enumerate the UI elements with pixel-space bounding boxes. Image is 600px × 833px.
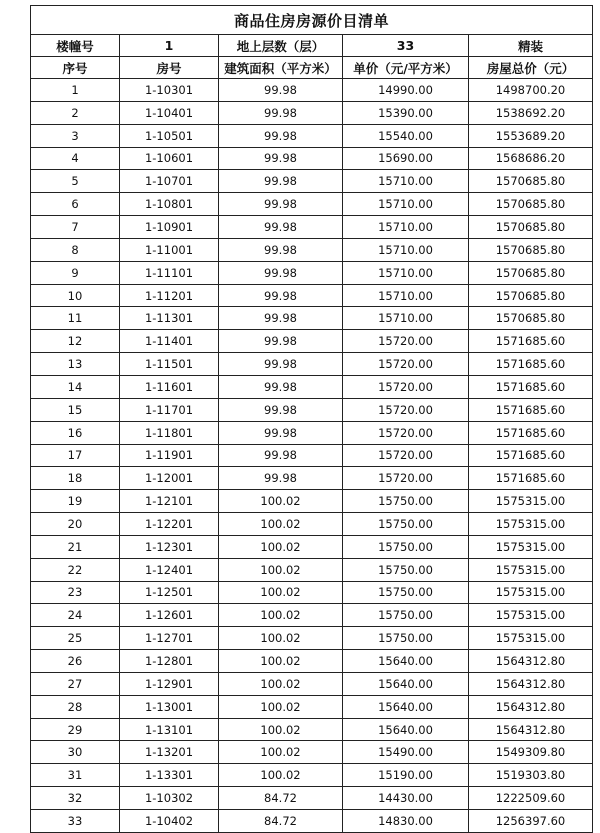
floor-area: 100.02 (219, 513, 343, 536)
unit-price: 15750.00 (343, 581, 469, 604)
unit-number: 1-10301 (120, 79, 219, 102)
floor-area: 99.98 (219, 170, 343, 193)
row-index: 28 (31, 695, 120, 718)
total-price: 1575315.00 (469, 535, 593, 558)
column-header: 建筑面积（平方米） (219, 57, 343, 79)
floor-area: 99.98 (219, 398, 343, 421)
floor-area: 100.02 (219, 558, 343, 581)
unit-price: 15690.00 (343, 147, 469, 170)
total-price: 1571685.60 (469, 421, 593, 444)
row-index: 25 (31, 627, 120, 650)
table-row (31, 627, 593, 650)
unit-price: 15640.00 (343, 650, 469, 673)
row-index: 24 (31, 604, 120, 627)
unit-number: 1-10501 (120, 124, 219, 147)
unit-price: 14430.00 (343, 787, 469, 810)
total-price: 1575315.00 (469, 581, 593, 604)
unit-price: 15750.00 (343, 604, 469, 627)
floor-area: 100.02 (219, 535, 343, 558)
unit-number: 1-10402 (120, 810, 219, 833)
table-row (31, 810, 593, 833)
table-row (31, 170, 593, 193)
floor-area: 100.02 (219, 695, 343, 718)
row-index: 21 (31, 535, 120, 558)
unit-price: 15750.00 (343, 558, 469, 581)
table-row (31, 672, 593, 695)
floor-area: 100.02 (219, 627, 343, 650)
unit-number: 1-12901 (120, 672, 219, 695)
unit-price: 15640.00 (343, 672, 469, 695)
unit-number: 1-10901 (120, 216, 219, 239)
row-index: 13 (31, 353, 120, 376)
floor-area: 84.72 (219, 787, 343, 810)
total-price: 1570685.80 (469, 307, 593, 330)
table-row (31, 147, 593, 170)
unit-price: 14830.00 (343, 810, 469, 833)
floor-area: 99.98 (219, 284, 343, 307)
floor-area: 100.02 (219, 718, 343, 741)
unit-price: 15750.00 (343, 627, 469, 650)
total-price: 1256397.60 (469, 810, 593, 833)
unit-price: 15720.00 (343, 353, 469, 376)
floor-area: 99.98 (219, 261, 343, 284)
row-index: 17 (31, 444, 120, 467)
total-price: 1570685.80 (469, 170, 593, 193)
row-index: 16 (31, 421, 120, 444)
unit-price: 15710.00 (343, 284, 469, 307)
table-row (31, 718, 593, 741)
row-index: 29 (31, 718, 120, 741)
unit-number: 1-13301 (120, 764, 219, 787)
table-row (31, 261, 593, 284)
unit-number: 1-13201 (120, 741, 219, 764)
floors-value: 33 (343, 35, 469, 57)
table-row (31, 604, 593, 627)
unit-price: 15710.00 (343, 238, 469, 261)
unit-price: 15390.00 (343, 101, 469, 124)
floor-area: 100.02 (219, 764, 343, 787)
price-list-sheet (30, 5, 592, 833)
table-row (31, 787, 593, 810)
title-row (31, 6, 593, 35)
total-price: 1575315.00 (469, 558, 593, 581)
total-price: 1570685.80 (469, 284, 593, 307)
building-value: 1 (120, 35, 219, 57)
row-index: 27 (31, 672, 120, 695)
unit-price: 15710.00 (343, 170, 469, 193)
floor-area: 99.98 (219, 147, 343, 170)
row-index: 26 (31, 650, 120, 673)
unit-number: 1-11701 (120, 398, 219, 421)
total-price: 1564312.80 (469, 695, 593, 718)
unit-number: 1-10601 (120, 147, 219, 170)
floors-label: 地上层数（层） (219, 35, 343, 57)
total-price: 1571685.60 (469, 330, 593, 353)
row-index: 23 (31, 581, 120, 604)
row-index: 15 (31, 398, 120, 421)
unit-price: 15720.00 (343, 398, 469, 421)
total-price: 1564312.80 (469, 672, 593, 695)
table-row (31, 101, 593, 124)
table-row (31, 581, 593, 604)
unit-number: 1-13001 (120, 695, 219, 718)
floor-area: 99.98 (219, 193, 343, 216)
floor-area: 84.72 (219, 810, 343, 833)
unit-number: 1-11601 (120, 375, 219, 398)
floor-area: 99.98 (219, 79, 343, 102)
unit-number: 1-11801 (120, 421, 219, 444)
unit-price: 15750.00 (343, 490, 469, 513)
table-row (31, 535, 593, 558)
unit-number: 1-11201 (120, 284, 219, 307)
floor-area: 100.02 (219, 581, 343, 604)
table-row (31, 444, 593, 467)
row-index: 5 (31, 170, 120, 193)
total-price: 1571685.60 (469, 444, 593, 467)
total-price: 1575315.00 (469, 627, 593, 650)
building-label: 楼幢号 (31, 35, 120, 57)
table-row (31, 79, 593, 102)
unit-price: 15750.00 (343, 535, 469, 558)
unit-number: 1-12301 (120, 535, 219, 558)
unit-price: 15640.00 (343, 695, 469, 718)
price-list-table (30, 5, 593, 833)
total-price: 1571685.60 (469, 375, 593, 398)
row-index: 32 (31, 787, 120, 810)
unit-price: 15720.00 (343, 421, 469, 444)
row-index: 4 (31, 147, 120, 170)
table-row (31, 695, 593, 718)
floor-area: 99.98 (219, 444, 343, 467)
unit-number: 1-11101 (120, 261, 219, 284)
row-index: 30 (31, 741, 120, 764)
finish-label: 精装 (469, 35, 593, 57)
total-price: 1571685.60 (469, 353, 593, 376)
total-price: 1564312.80 (469, 650, 593, 673)
row-index: 3 (31, 124, 120, 147)
meta-row (31, 35, 593, 57)
unit-price: 15490.00 (343, 741, 469, 764)
unit-price: 15720.00 (343, 330, 469, 353)
unit-price: 15720.00 (343, 467, 469, 490)
unit-price: 15710.00 (343, 216, 469, 239)
unit-number: 1-11901 (120, 444, 219, 467)
floor-area: 99.98 (219, 330, 343, 353)
unit-number: 1-11401 (120, 330, 219, 353)
floor-area: 100.02 (219, 604, 343, 627)
unit-number: 1-10401 (120, 101, 219, 124)
total-price: 1575315.00 (469, 490, 593, 513)
table-row (31, 238, 593, 261)
unit-price: 15710.00 (343, 193, 469, 216)
column-header: 房屋总价（元） (469, 57, 593, 79)
total-price: 1571685.60 (469, 398, 593, 421)
table-row (31, 330, 593, 353)
floor-area: 99.98 (219, 307, 343, 330)
total-price: 1222509.60 (469, 787, 593, 810)
floor-area: 99.98 (219, 124, 343, 147)
unit-price: 15640.00 (343, 718, 469, 741)
total-price: 1553689.20 (469, 124, 593, 147)
unit-number: 1-12601 (120, 604, 219, 627)
table-row (31, 741, 593, 764)
unit-number: 1-13101 (120, 718, 219, 741)
row-index: 9 (31, 261, 120, 284)
column-header: 单价（元/平方米） (343, 57, 469, 79)
table-row (31, 764, 593, 787)
total-price: 1549309.80 (469, 741, 593, 764)
unit-number: 1-11501 (120, 353, 219, 376)
unit-price: 15540.00 (343, 124, 469, 147)
table-row (31, 398, 593, 421)
table-row (31, 375, 593, 398)
unit-number: 1-10302 (120, 787, 219, 810)
table-title: 商品住房房源价目清单 (31, 6, 593, 35)
column-header-row (31, 57, 593, 79)
floor-area: 99.98 (219, 216, 343, 239)
row-index: 1 (31, 79, 120, 102)
unit-number: 1-10701 (120, 170, 219, 193)
unit-number: 1-12801 (120, 650, 219, 673)
table-body (31, 79, 593, 833)
row-index: 12 (31, 330, 120, 353)
total-price: 1498700.20 (469, 79, 593, 102)
floor-area: 100.02 (219, 490, 343, 513)
floor-area: 99.98 (219, 101, 343, 124)
floor-area: 100.02 (219, 650, 343, 673)
total-price: 1568686.20 (469, 147, 593, 170)
total-price: 1538692.20 (469, 101, 593, 124)
column-header: 序号 (31, 57, 120, 79)
floor-area: 99.98 (219, 421, 343, 444)
table-row (31, 307, 593, 330)
total-price: 1570685.80 (469, 193, 593, 216)
unit-price: 15720.00 (343, 375, 469, 398)
row-index: 2 (31, 101, 120, 124)
total-price: 1570685.80 (469, 238, 593, 261)
unit-price: 15710.00 (343, 307, 469, 330)
table-row (31, 490, 593, 513)
table-row (31, 193, 593, 216)
row-index: 11 (31, 307, 120, 330)
row-index: 8 (31, 238, 120, 261)
unit-price: 14990.00 (343, 79, 469, 102)
unit-price: 15750.00 (343, 513, 469, 536)
floor-area: 100.02 (219, 672, 343, 695)
total-price: 1519303.80 (469, 764, 593, 787)
row-index: 14 (31, 375, 120, 398)
table-row (31, 558, 593, 581)
row-index: 10 (31, 284, 120, 307)
unit-number: 1-12401 (120, 558, 219, 581)
floor-area: 99.98 (219, 375, 343, 398)
table-row (31, 513, 593, 536)
table-row (31, 421, 593, 444)
table-row (31, 650, 593, 673)
unit-price: 15190.00 (343, 764, 469, 787)
row-index: 20 (31, 513, 120, 536)
row-index: 22 (31, 558, 120, 581)
total-price: 1575315.00 (469, 604, 593, 627)
total-price: 1571685.60 (469, 467, 593, 490)
unit-number: 1-12101 (120, 490, 219, 513)
total-price: 1570685.80 (469, 261, 593, 284)
total-price: 1570685.80 (469, 216, 593, 239)
unit-number: 1-10801 (120, 193, 219, 216)
unit-number: 1-12701 (120, 627, 219, 650)
floor-area: 99.98 (219, 467, 343, 490)
total-price: 1575315.00 (469, 513, 593, 536)
floor-area: 99.98 (219, 238, 343, 261)
row-index: 31 (31, 764, 120, 787)
floor-area: 100.02 (219, 741, 343, 764)
floor-area: 99.98 (219, 353, 343, 376)
unit-price: 15720.00 (343, 444, 469, 467)
column-header: 房号 (120, 57, 219, 79)
row-index: 7 (31, 216, 120, 239)
row-index: 6 (31, 193, 120, 216)
table-row (31, 467, 593, 490)
unit-price: 15710.00 (343, 261, 469, 284)
total-price: 1564312.80 (469, 718, 593, 741)
table-row (31, 216, 593, 239)
unit-number: 1-12501 (120, 581, 219, 604)
row-index: 18 (31, 467, 120, 490)
row-index: 33 (31, 810, 120, 833)
unit-number: 1-12201 (120, 513, 219, 536)
table-row (31, 124, 593, 147)
row-index: 19 (31, 490, 120, 513)
unit-number: 1-11301 (120, 307, 219, 330)
unit-number: 1-12001 (120, 467, 219, 490)
table-row (31, 284, 593, 307)
table-row (31, 353, 593, 376)
unit-number: 1-11001 (120, 238, 219, 261)
